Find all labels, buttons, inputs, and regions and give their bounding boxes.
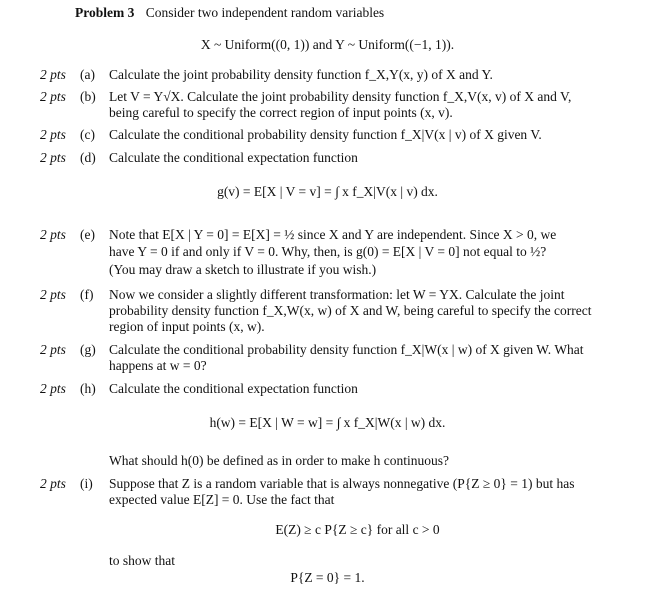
part-f-line-3: region of input points (x, w). xyxy=(109,319,265,334)
label-c: (c) xyxy=(80,127,95,142)
equation-h: h(w) = E[X | W = w] = ∫ x f_X|W(x | w) dx. xyxy=(209,415,446,430)
part-i-line-2: expected value E[Z] = 0. Use the fact that xyxy=(109,492,335,507)
part-f-line-2: probability density function f_X,W(x, w) of X and W, being careful to specify the correct xyxy=(109,303,592,318)
label-f: (f) xyxy=(80,287,94,302)
points-d: 2 pts xyxy=(40,150,66,165)
part-e-line-2: have Y = 0 if and only if V = 0. Why, then, is g(0) = E[X | V = 0] not equal to ½? xyxy=(109,244,547,259)
part-e-line-1: Note that E[X | Y = 0] = E[X] = ½ since X and Y are independent. Since X > 0, we xyxy=(109,227,557,242)
show-that: to show that xyxy=(109,553,175,568)
problem-intro: Consider two independent random variables xyxy=(145,5,385,20)
part-g-line-2: happens at w = 0? xyxy=(109,358,207,373)
label-a: (a) xyxy=(80,67,95,82)
part-b-line-2: being careful to specify the correct region of input points (x, v). xyxy=(109,105,453,120)
label-d: (d) xyxy=(80,150,96,165)
label-h: (h) xyxy=(80,381,96,396)
part-d-line-1: Calculate the conditional expectation function xyxy=(109,150,358,165)
part-c-line-1: Calculate the conditional probability density function f_X|V(x | v) of X given V. xyxy=(109,127,542,142)
problem-heading: Problem 3 xyxy=(75,5,135,20)
points-c: 2 pts xyxy=(40,127,66,142)
distribution-line: X ~ Uniform((0, 1)) and Y ~ Uniform((−1, 1)). xyxy=(200,37,455,52)
part-b-line-1: Let V = Y√X. Calculate the joint probability density function f_X,V(x, v) of X and V, xyxy=(109,89,572,104)
part-h-line-1: Calculate the conditional expectation function xyxy=(109,381,358,396)
equation-result: P{Z = 0} = 1. xyxy=(290,570,365,585)
label-e: (e) xyxy=(80,227,95,242)
part-g-line-1: Calculate the conditional probability density function f_X|W(x | w) of X given W. What xyxy=(109,342,584,357)
points-i: 2 pts xyxy=(40,476,66,491)
points-f: 2 pts xyxy=(40,287,66,302)
points-b: 2 pts xyxy=(40,89,66,104)
points-e: 2 pts xyxy=(40,227,66,242)
points-g: 2 pts xyxy=(40,342,66,357)
points-a: 2 pts xyxy=(40,67,66,82)
label-i: (i) xyxy=(80,476,93,491)
problem-title xyxy=(75,4,384,21)
points-h: 2 pts xyxy=(40,381,66,396)
label-g: (g) xyxy=(80,342,96,357)
part-a-line-1: Calculate the joint probability density function f_X,Y(x, y) of X and Y. xyxy=(109,67,493,82)
label-b: (b) xyxy=(80,89,96,104)
equation-g: g(v) = E[X | V = v] = ∫ x f_X|V(x | v) dx. xyxy=(217,184,438,199)
part-e-line-3: (You may draw a sketch to illustrate if you wish.) xyxy=(109,262,377,277)
part-f-line-1: Now we consider a slightly different transformation: let W = YX. Calculate the joint xyxy=(109,287,565,302)
part-i-line-1: Suppose that Z is a random variable that is always nonnegative (P{Z ≥ 0} = 1) but has xyxy=(109,476,575,491)
equation-markov: E(Z) ≥ c P{Z ≥ c} for all c > 0 xyxy=(275,522,440,537)
h-question: What should h(0) be defined as in order to make h continuous? xyxy=(109,453,450,468)
